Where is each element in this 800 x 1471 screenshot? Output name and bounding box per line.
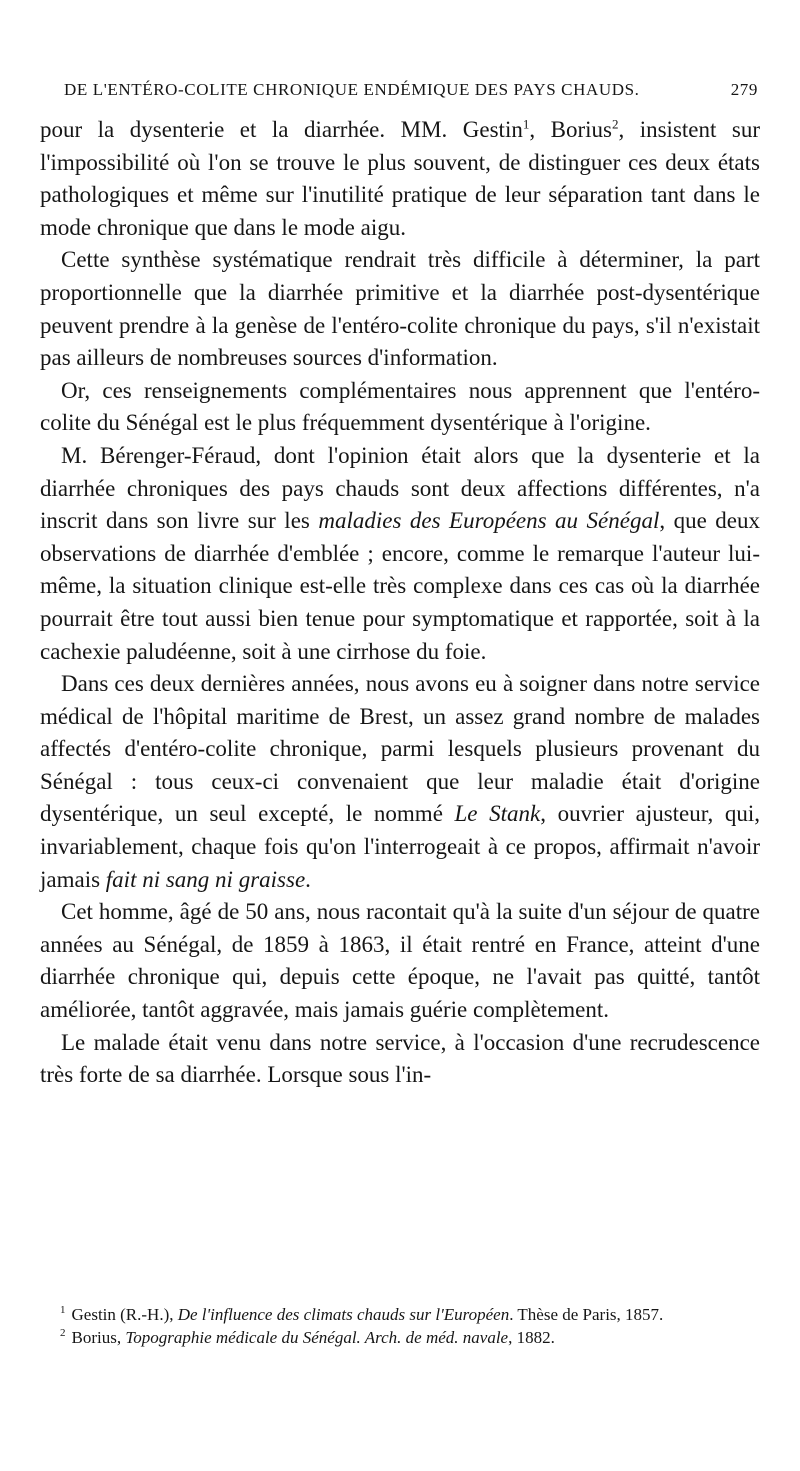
italic-book-title: maladies des Européens au Sénégal bbox=[318, 508, 660, 534]
paragraph bbox=[40, 114, 760, 244]
paragraph bbox=[40, 668, 760, 896]
text-run: Or, ces renseignements complémentaires nous apprennent que l'entéro-colite du Sénégal est le plus fréquemment dysentérique à l'origine. bbox=[40, 377, 760, 436]
main-text bbox=[40, 114, 760, 1092]
text-run: , ouvrier ajusteur, qui, invariablement, chaque fois qu'on l'interrogeait à ce propos, affirmait n'avoir jamais bbox=[40, 801, 760, 892]
text-run: Cette synthèse systématique rendrait très difficile à déterminer, la part proportionnelle que la diarrhée primitive et la diarrhée post-dysentérique peuvent prendre à la genèse de l'entéro-colite chronique du pays, s'il n'existait pas ailleurs de nombreuses sources d'information. bbox=[40, 247, 760, 371]
footnote-author: Borius, bbox=[71, 1328, 126, 1347]
paragraph bbox=[40, 244, 760, 374]
paragraph bbox=[40, 375, 760, 440]
text-run: , insistent sur l'impossibilité où l'on se trouve le plus souvent, de distinguer ces deux états pathologiques et même sur l'inutilité pratique de leur séparation tant dans le mode chronique que dans le mode aigu. bbox=[40, 117, 761, 240]
running-header bbox=[40, 76, 760, 106]
paragraph bbox=[40, 896, 760, 1026]
paragraph bbox=[40, 440, 760, 668]
footnotes bbox=[40, 1303, 760, 1349]
text-run: M. Bérenger-Féraud, dont l'opinion était alors que la dysenterie et la diarrhée chroniques des pays chauds sont deux affections différentes, n'a inscrit dans son livre sur les bbox=[40, 442, 760, 534]
text-run: Cet homme, âgé de 50 ans, nous racontait qu'à la suite d'un séjour de quatre années au Sénégal, de 1859 à 1863, il était rentré en France, atteint d'une diarrhée chronique qui, depuis cette époque, ne l'avait pas quitté, tantôt améliorée, tantôt aggravée, mais jamais guérie complètement. bbox=[40, 899, 760, 1023]
footnote-mark: 2 bbox=[60, 1327, 66, 1340]
text-run: , Borius bbox=[529, 117, 612, 142]
italic-quote: fait ni sang ni graisse bbox=[105, 866, 306, 892]
footnote-ref-1: 1 bbox=[522, 116, 530, 132]
footnote-ref-2: 2 bbox=[611, 116, 619, 132]
paragraph bbox=[40, 1027, 760, 1092]
text-run: pour la dysenterie et la diarrhée. MM. Gestin bbox=[40, 117, 523, 142]
text-run: Dans ces deux dernières années, nous avons eu à soigner dans notre service médical de l'hôpital maritime de Brest, un assez grand nombre de malades affectés d'entéro-colite chronique, parmi lesquels plusieurs provenant du Sénégal : tous ceux-ci convenaient que leur maladie était d'origine dysentérique, un seul excepté, le nommé bbox=[40, 671, 760, 827]
footnote-title: Topographie médicale du Sénégal. Arch. de méd. navale bbox=[125, 1328, 509, 1347]
italic-name: Le Stank bbox=[454, 801, 541, 827]
text-run: Le malade était venu dans notre service, à l'occasion d'une recrudescence très forte de sa diarrhée. Lorsque sous l'in- bbox=[40, 1029, 760, 1088]
footnote-rest: . Thèse de Paris, 1857. bbox=[509, 1305, 664, 1324]
text-run: . bbox=[305, 866, 311, 892]
text-run: , que deux observations de diarrhée d'emblée ; encore, comme le remarque l'auteur lui-même, la situation clinique est-elle très complexe dans ces cas où la diarrhée pourrait être tout aussi bien tenue pour symptomatique et rapportée, soit à la cachexie paludéenne, soit à une cirrhose du foie. bbox=[40, 508, 761, 664]
running-title: DE L'ENTÉRO-COLITE CHRONIQUE ENDÉMIQUE DES PAYS CHAUDS. bbox=[64, 80, 640, 99]
footnote-rest: , 1882. bbox=[508, 1328, 555, 1347]
footnote-author: Gestin (R.-H.), bbox=[71, 1305, 178, 1324]
footnote-title: De l'influence des climats chauds sur l'Européen bbox=[177, 1305, 510, 1324]
footnote-mark: 1 bbox=[60, 1304, 66, 1317]
footnote bbox=[40, 1303, 760, 1326]
footnote bbox=[40, 1326, 760, 1349]
page-number: 279 bbox=[730, 80, 758, 99]
